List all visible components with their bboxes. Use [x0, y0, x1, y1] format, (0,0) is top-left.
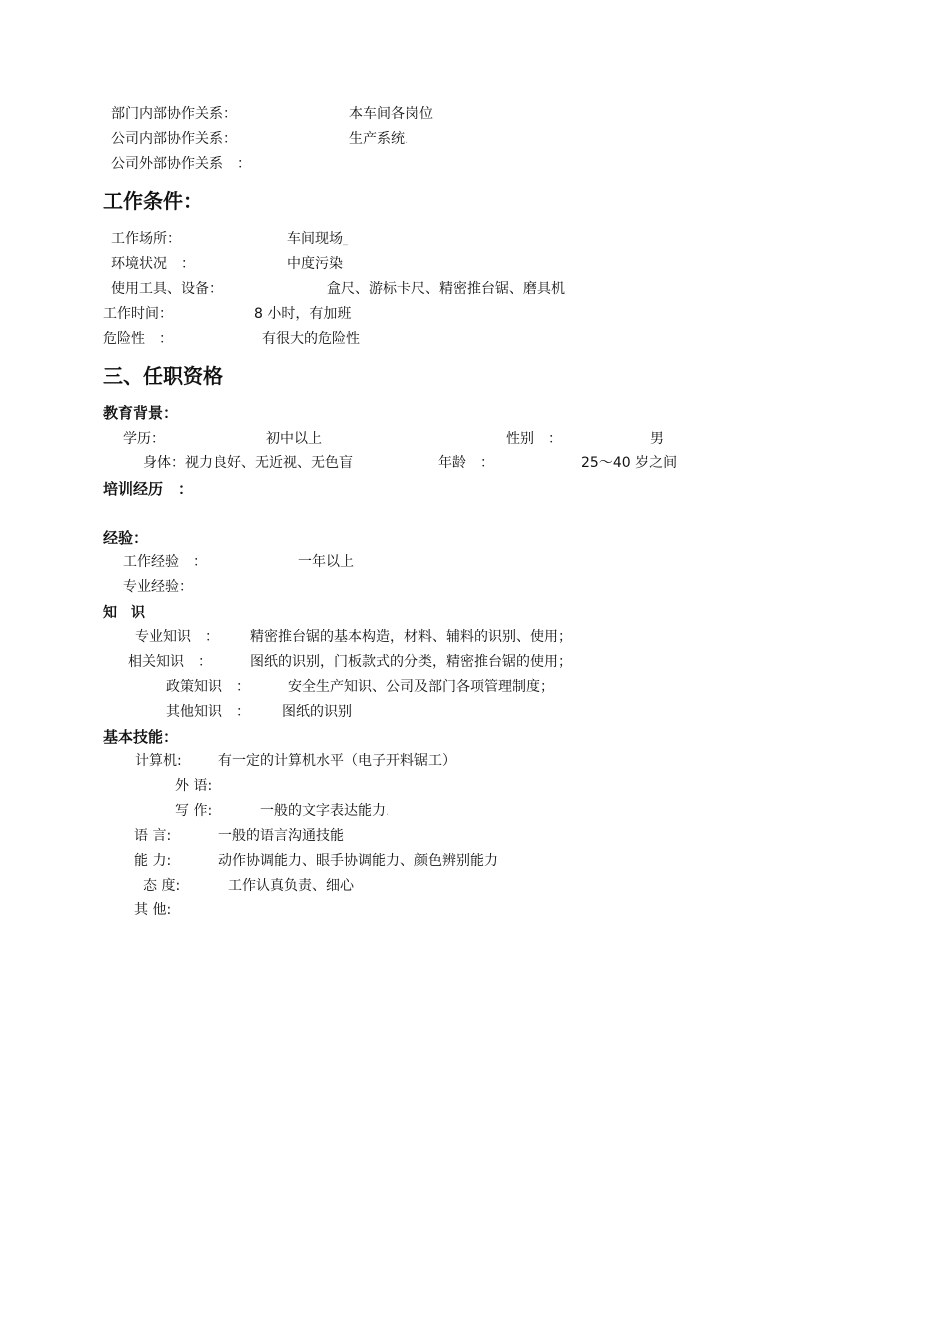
text-marker: _ — [343, 235, 348, 246]
dept-cooperation-value: 本车间各岗位 — [349, 106, 433, 122]
company-cooperation-value: 生产系统 — [349, 131, 405, 147]
skills-heading: 基本技能： — [103, 728, 179, 746]
work-time-value: 8 小时，有加班 — [254, 306, 352, 322]
ability-label: 能 力: — [134, 853, 172, 869]
age-label: 年龄 ： — [438, 455, 494, 471]
tools-value: 盒尺、游标卡尺、精密推台锯、磨具机 — [327, 281, 565, 297]
computer-value: 有一定的计算机水平（电子开料锯工） — [218, 753, 456, 769]
pro-knowledge-label: 专业知识 ： — [135, 629, 219, 645]
gender-label: 性别 ： — [506, 431, 562, 447]
foreign-language-label: 外 语: — [175, 778, 213, 794]
experience-heading: 经验： — [103, 529, 149, 547]
work-place-label: 工作场所： — [111, 231, 181, 247]
related-knowledge-label: 相关知识 ： — [128, 654, 212, 670]
work-experience-value: 一年以上 — [298, 554, 354, 570]
environment-value: 中度污染 — [287, 256, 343, 272]
danger-label: 危险性 ： — [103, 331, 173, 347]
qualifications-heading: 三、任职资格 — [103, 364, 223, 388]
work-time-label: 工作时间： — [103, 306, 173, 322]
training-heading: 培训经历 ： — [103, 480, 194, 498]
tools-label: 使用工具、设备： — [111, 281, 223, 297]
other-knowledge-value: 图纸的识别 — [282, 704, 352, 720]
writing-label: 写 作: — [175, 803, 213, 819]
attitude-value: 工作认真负责、细心 — [228, 878, 354, 894]
work-conditions-heading: 工作条件： — [103, 189, 203, 213]
knowledge-heading: 知 识 — [103, 605, 145, 621]
external-cooperation-label: 公司外部协作关系 ： — [111, 156, 251, 172]
policy-knowledge-label: 政策知识 ： — [166, 679, 250, 695]
degree-value: 初中以上 — [266, 431, 322, 447]
company-cooperation-label: 公司内部协作关系： — [111, 131, 237, 147]
attitude-label: 态 度: — [143, 878, 181, 894]
writing-value: 一般的文字表达能力 — [260, 803, 386, 819]
work-experience-label: 工作经验 ： — [123, 554, 207, 570]
gender-value: 男 — [650, 431, 664, 447]
language-value: 一般的语言沟通技能 — [218, 828, 344, 844]
ability-value: 动作协调能力、眼手协调能力、颜色辨别能力 — [218, 853, 498, 869]
language-label: 语 言: — [134, 828, 172, 844]
degree-label: 学历： — [123, 431, 165, 447]
policy-knowledge-value: 安全生产知识、公司及部门各项管理制度； — [288, 679, 554, 695]
danger-value: 有很大的危险性 — [262, 331, 360, 347]
dept-cooperation-label: 部门内部协作关系： — [111, 106, 237, 122]
work-place-value: 车间现场 — [287, 231, 343, 247]
other-knowledge-label: 其他知识 ： — [166, 704, 250, 720]
pro-knowledge-value: 精密推台锯的基本构造，材料、辅料的识别、使用； — [250, 629, 572, 645]
education-heading: 教育背景： — [103, 404, 179, 422]
environment-label: 环境状况 ： — [111, 256, 195, 272]
pro-experience-label: 专业经验： — [123, 579, 193, 595]
body-requirement: 身体：视力良好、无近视、无色盲 — [143, 455, 353, 471]
age-value: 25～40 岁之间 — [581, 455, 678, 471]
text-marker: . — [386, 807, 390, 818]
text-marker: . — [405, 135, 409, 146]
related-knowledge-value: 图纸的识别，门板款式的分类，精密推台锯的使用； — [250, 654, 572, 670]
other-skills-label: 其 他: — [134, 902, 172, 918]
computer-label: 计算机: — [135, 753, 182, 769]
